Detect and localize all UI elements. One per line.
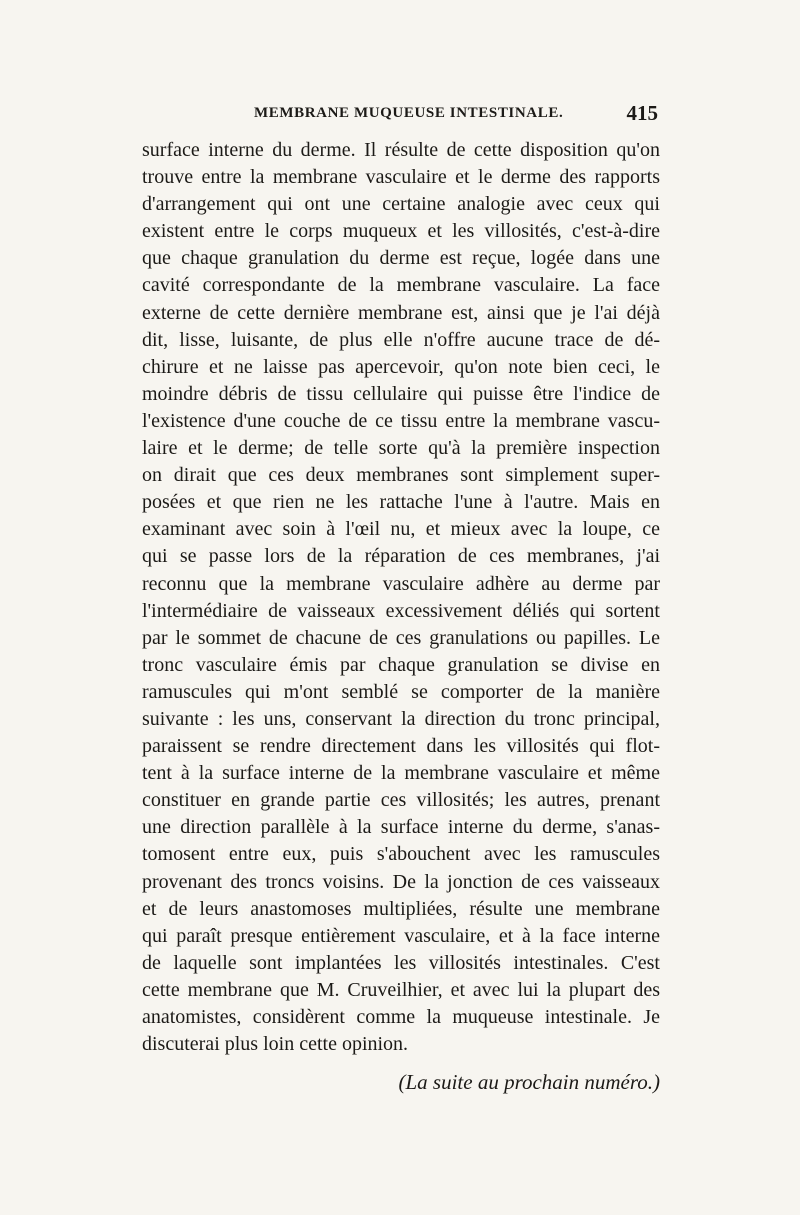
text-line: posées et que rien ne les rattache l'une à l'autre. Mais en (142, 491, 660, 514)
continuation-note: (La suite au prochain numéro.) (398, 1070, 660, 1094)
text-line: cette membrane que M. Cruveilhier, et avec lui la plupart des (142, 978, 660, 1001)
text-line: externe de cette dernière membrane est, ainsi que je l'ai déjà (142, 301, 660, 324)
text-line: d'arrangement qui ont une certaine analogie avec ceux qui (142, 193, 660, 216)
text-line: surface interne du derme. Il résulte de cette disposition qu'on (142, 139, 660, 161)
text-line: provenant des troncs voisins. De la jonction de ces vaisseaux (142, 870, 660, 893)
text-line: de laquelle sont implantées les villosités intestinales. C'est (142, 951, 660, 974)
text-line: qui paraît presque entièrement vasculaire, et à la face interne (142, 924, 660, 947)
text-line: paraissent se rendre directement dans les villosités qui flot- (142, 735, 660, 758)
text-line: on dirait que ces deux membranes sont simplement super- (142, 464, 660, 487)
text-line-last: discuterai plus loin cette opinion. (142, 1033, 409, 1056)
text-line: anatomistes, considèrent comme la muqueuse intestinale. Je (142, 1006, 660, 1028)
text-line: constituer en grande partie ces villosités; les autres, prenant (142, 789, 660, 812)
text-line: moindre débris de tissu cellulaire qui puisse être l'indice de (142, 382, 660, 405)
body-text (142, 137, 660, 1058)
text-line: existent entre le corps muqueux et les villosités, c'est-à-dire (142, 220, 660, 243)
text-line: trouve entre la membrane vasculaire et le derme des rapports (142, 166, 660, 189)
text-line: que chaque granulation du derme est reçue, logée dans une (142, 247, 660, 270)
text-line: reconnu que la membrane vasculaire adhère au derme par (142, 572, 660, 595)
text-line: qui se passe lors de la réparation de ces membranes, j'ai (142, 545, 660, 568)
text-line: cavité correspondante de la membrane vasculaire. La face (142, 274, 660, 297)
running-head (142, 101, 662, 131)
text-line: laire et le derme; de telle sorte qu'à la première inspection (142, 437, 660, 460)
text-line: tent à la surface interne de la membrane vasculaire et même (142, 762, 660, 785)
text-line: tomosent entre eux, puis s'abouchent avec les ramuscules (142, 843, 660, 866)
text-line: l'existence d'une couche de ce tissu entre la membrane vascu- (142, 409, 660, 432)
text-line: et de leurs anastomoses multipliées, résulte une membrane (142, 897, 660, 920)
text-line: dit, lisse, luisante, de plus elle n'offre aucune trace de dé- (142, 328, 660, 351)
page-number: 415 (626, 101, 658, 125)
text-line: tronc vasculaire émis par chaque granulation se divise en (142, 653, 660, 676)
text-line: examinant avec soin à l'œil nu, et mieux avec la loupe, ce (142, 518, 660, 541)
text-line: ramuscules qui m'ont semblé se comporter de la manière (142, 680, 660, 703)
text-line: une direction parallèle à la surface interne du derme, s'anas- (142, 816, 660, 839)
running-title: MEMBRANE MUQUEUSE INTESTINALE. (254, 105, 564, 121)
text-line: par le sommet de chacune de ces granulations ou papilles. Le (142, 626, 660, 649)
text-line: chirure et ne laisse pas apercevoir, qu'on note bien ceci, le (142, 355, 660, 378)
text-line: l'intermédiaire de vaisseaux excessivement déliés qui sortent (142, 599, 660, 622)
text-line: suivante : les uns, conservant la direction du tronc principal, (142, 707, 660, 730)
